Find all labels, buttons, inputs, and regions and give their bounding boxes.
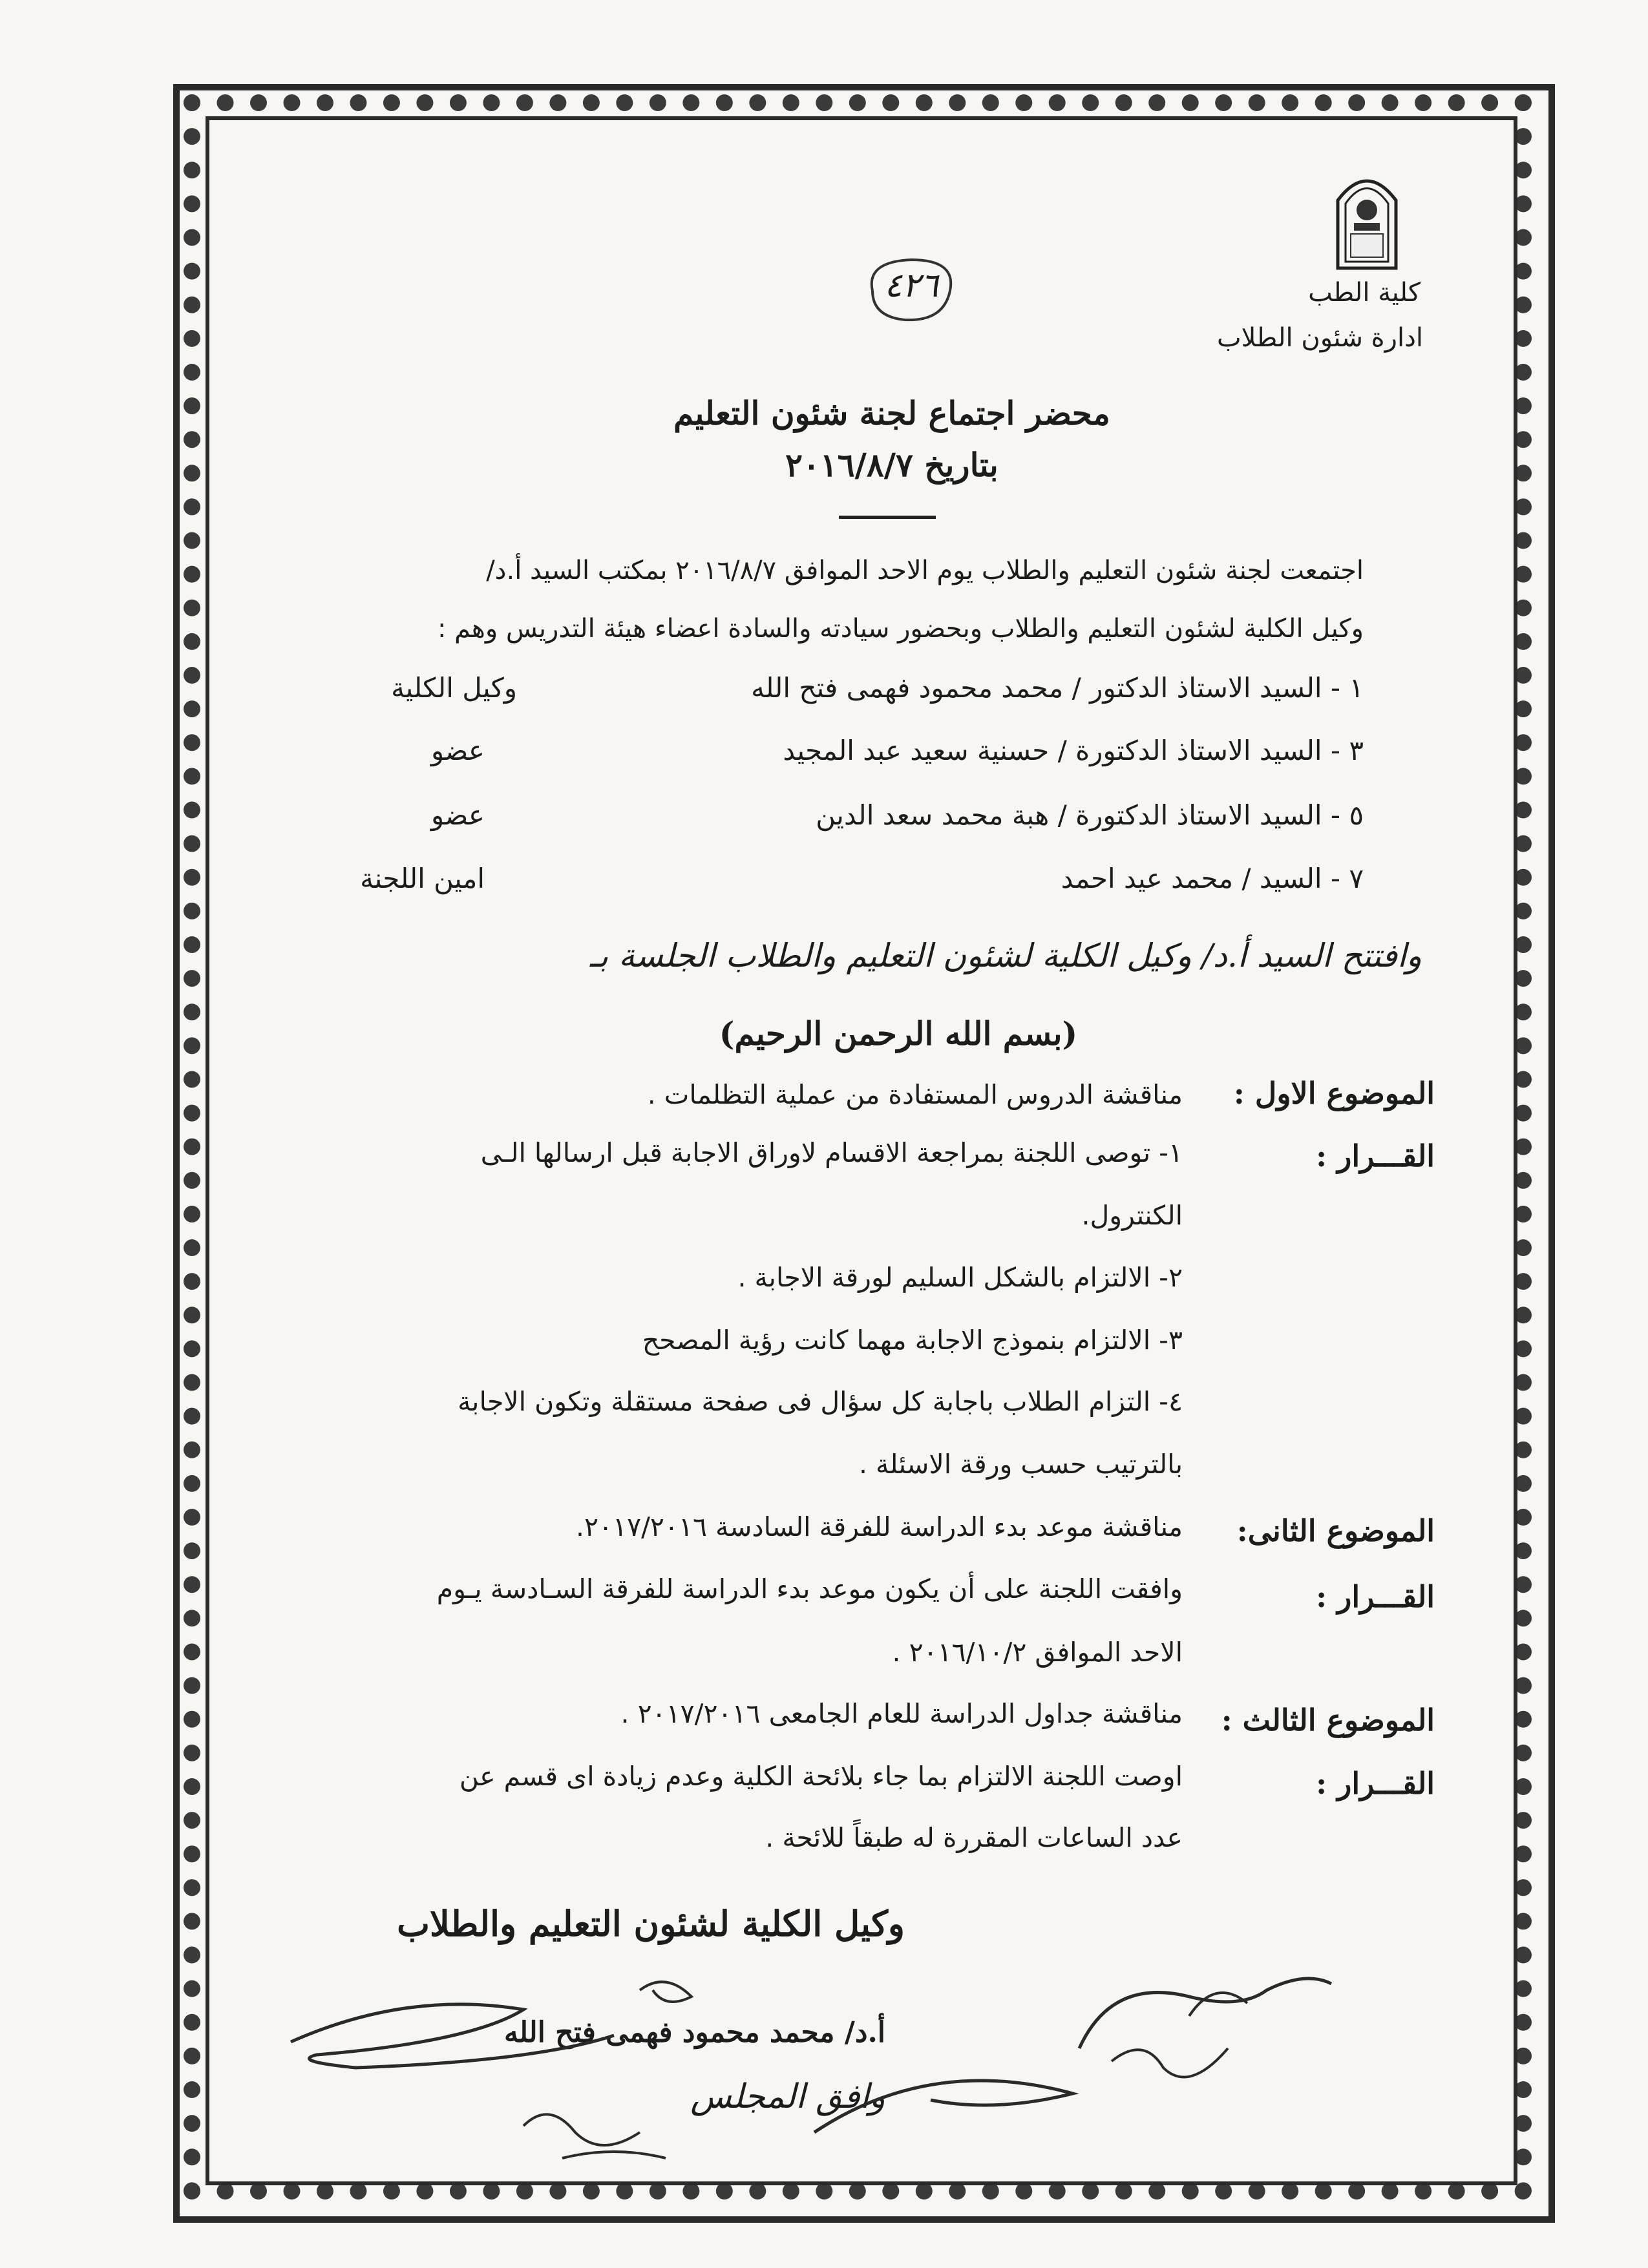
decision-3-label: القـــرار : bbox=[1316, 1766, 1435, 1801]
handwritten-approval: وافق المجلس bbox=[690, 2077, 885, 2116]
decision-1-line-3: ٢- الالتزام بالشكل السليم لورقة الاجابة . bbox=[737, 1262, 1183, 1293]
decision-3-line-2: عدد الساعات المقررة له طبقاً للائحة . bbox=[765, 1822, 1183, 1853]
decision-2-label: القـــرار : bbox=[1316, 1579, 1435, 1614]
member-5-role: عضو bbox=[430, 799, 485, 831]
faculty-name: كلية الطب bbox=[1308, 278, 1421, 308]
decision-2-line-1: وافقت اللجنة على أن يكون موعد بدء الدراسة للفرقة السـادسة يـوم bbox=[436, 1573, 1183, 1604]
member-3-role: عضو bbox=[430, 735, 485, 766]
basmala: (بسم الله الرحمن الرحيم) bbox=[719, 1014, 1078, 1053]
topic-2-label: الموضوع الثانى: bbox=[1236, 1513, 1435, 1548]
topic-3-text: مناقشة جداول الدراسة للعام الجامعى ٢٠١٧/٢٠١٦ . bbox=[620, 1698, 1183, 1729]
topic-1-text: مناقشة الدروس المستفادة من عملية التظلمات . bbox=[647, 1079, 1183, 1110]
intro-line-2: وكيل الكلية لشئون التعليم والطلاب وبحضور سيادته والسادة اعضاء هيئة التدريس وهم : bbox=[437, 614, 1364, 644]
member-3-name: ٣ - السيد الاستاذ الدكتورة / حسنية سعيد عبد المجيد bbox=[783, 735, 1364, 766]
decision-1-line-4: ٣- الالتزام بنموذج الاجابة مهما كانت رؤية المصحح bbox=[642, 1325, 1183, 1356]
document-title: محضر اجتماع لجنة شئون التعليم bbox=[673, 394, 1110, 432]
member-7-role: امين اللجنة bbox=[360, 863, 485, 894]
document-date: بتاريخ ٢٠١٦/٨/٧ bbox=[785, 446, 998, 484]
decision-1-line-1: ١- توصى اللجنة بمراجعة الاقسام لاوراق الاجابة قبل ارسالها الـى bbox=[480, 1137, 1183, 1168]
title-underline bbox=[839, 516, 936, 519]
page-number: ٤٢٦ bbox=[884, 266, 938, 305]
topic-1-label: الموضوع الاول : bbox=[1233, 1076, 1435, 1111]
member-5-name: ٥ - السيد الاستاذ الدكتورة / هبة محمد سعد الدين bbox=[816, 799, 1364, 831]
member-1-name: ١ - السيد الاستاذ الدكتور / محمد محمود فهمى فتح الله bbox=[751, 672, 1364, 704]
member-7-name: ٧ - السيد / محمد عيد احمد bbox=[1061, 863, 1364, 894]
decision-1-label: القـــرار : bbox=[1316, 1139, 1435, 1173]
university-logo bbox=[1331, 162, 1402, 271]
member-1-role: وكيل الكلية bbox=[391, 672, 517, 704]
decision-3-line-1: اوصت اللجنة الالتزام بما جاء بلائحة الكلية وعدم زيادة اى قسم عن bbox=[459, 1761, 1183, 1792]
decision-2-line-2: الاحد الموافق ٢٠١٦/١٠/٢ . bbox=[892, 1637, 1183, 1668]
opening-line: وافتتح السيد أ.د/ وكيل الكلية لشئون التعليم والطلاب الجلسة بـ bbox=[589, 937, 1422, 974]
topic-2-text: مناقشة موعد بدء الدراسة للفرقة السادسة ٢٠١٧/٢٠١٦. bbox=[575, 1511, 1183, 1542]
decision-1-line-2: الكنترول. bbox=[1081, 1200, 1183, 1231]
signature-name: أ.د/ محمد محمود فهمى فتح الله bbox=[504, 2016, 885, 2049]
decision-1-line-5: ٤- التزام الطلاب باجابة كل سؤال فى صفحة مستقلة وتكون الاجابة bbox=[458, 1386, 1183, 1417]
intro-line-1: اجتمعت لجنة شئون التعليم والطلاب يوم الاحد الموافق ٢٠١٦/٨/٧ بمكتب السيد أ.د/ bbox=[486, 556, 1364, 585]
topic-3-label: الموضوع الثالث : bbox=[1221, 1703, 1435, 1738]
decision-1-line-6: بالترتيب حسب ورقة الاسئلة . bbox=[858, 1449, 1183, 1480]
signature-title: وكيل الكلية لشئون التعليم والطلاب bbox=[397, 1903, 905, 1944]
department-name: ادارة شئون الطلاب bbox=[1216, 323, 1423, 353]
